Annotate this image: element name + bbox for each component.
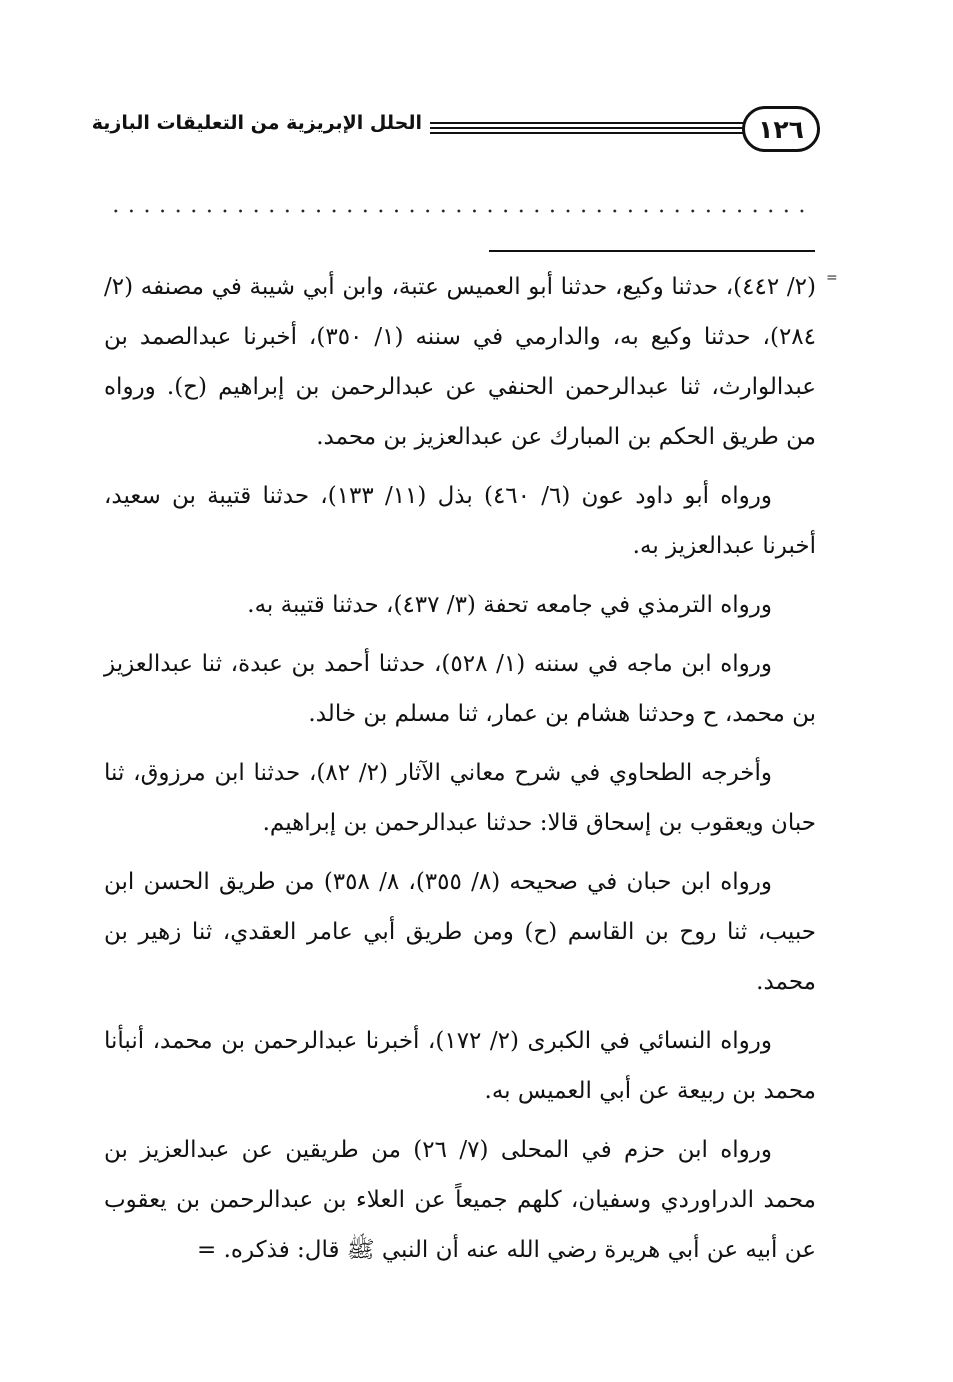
footnote-rule <box>489 250 815 252</box>
header-rule <box>430 122 744 134</box>
paragraph-8: ورواه ابن حزم في المحلى (٧/ ٢٦) من طريقين عن عبدالعزيز بن محمد الدراوردي وسفيان، كلهم جميعاً عن العلاء بن عبدالرحمن بن يعقوب عن أبيه عن أبي هريرة رضي الله عنه أن النبي ﷺ قال: فذكره. = <box>104 1137 816 1263</box>
paragraph-6: ورواه ابن حبان في صحيحه (٨/ ٣٥٥)، ٨/ ٣٥٨) من طريق الحسن ابن حبيب، ثنا روح بن القاسم (ح) ومن طريق أبي عامر العقدي، ثنا زهير بن محمد. <box>104 869 816 995</box>
continuation-mark: = <box>826 270 838 286</box>
paragraph-5: وأخرجه الطحاوي في شرح معاني الآثار (٢/ ٨٢)، حدثنا ابن مرزوق، ثنا حبان ويعقوب بن إسحاق قالا: حدثنا عبدالرحمن بن إبراهيم. <box>104 760 816 836</box>
page-number: ١٢٦ <box>742 106 820 152</box>
paragraph-7: ورواه النسائي في الكبرى (٢/ ١٧٢)، أخبرنا عبدالرحمن بن محمد، أنبأنا محمد بن ربيعة عن أبي العميس به. <box>104 1028 816 1104</box>
footnote-body <box>104 262 816 1284</box>
paragraph-3: ورواه الترمذي في جامعه تحفة (٣/ ٤٣٧)، حدثنا قتيبة به. <box>247 592 772 618</box>
paragraph-4: ورواه ابن ماجه في سننه (١/ ٥٢٨)، حدثنا أحمد بن عبدة، ثنا عبدالعزيز بن محمد، ح وحدثنا هشام بن عمار، ثنا مسلم بن خالد. <box>104 651 816 727</box>
book-title: الحلل الإبريزية من التعليقات البازية <box>91 112 422 134</box>
paragraph-2: ورواه أبو داود عون (٦/ ٤٦٠) بذل (١١/ ١٣٣)، حدثنا قتيبة بن سعيد، أخبرنا عبدالعزيز به. <box>104 483 816 559</box>
page-header <box>91 102 820 158</box>
paragraph-1: (٢/ ٤٤٢)، حدثنا وكيع، حدثنا أبو العميس عتبة، وابن أبي شيبة في مصنفه (٢/ ٢٨٤)، حدثنا وكيع به، والدارمي في سننه (١/ ٣٥٠)، أخبرنا عبدالصمد بن عبدالوارث، ثنا عبدالرحمن الحنفي عن عبدالرحمن بن إبراهيم (ح). ورواه من طريق الحكم بن المبارك عن عبدالعزيز بن محمد. <box>104 274 817 450</box>
dotted-separator <box>108 208 814 214</box>
